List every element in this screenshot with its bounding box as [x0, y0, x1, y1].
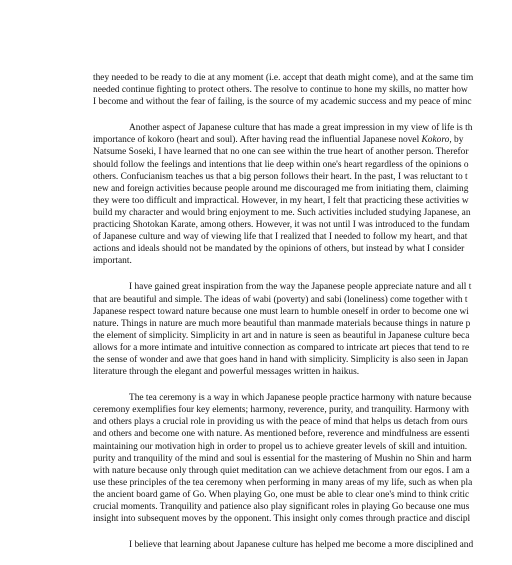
- text-line: Another aspect of Japanese culture that has made a great impression in my view of life is th: [129, 123, 473, 134]
- text-line: importance of kokoro (heart and soul). After having read the influential Japanese novel Kokoro, by: [93, 135, 464, 146]
- text-line: I become and without the fear of failing, is the source of my academic success and my peace of minc: [93, 97, 472, 108]
- paragraph-5: [93, 539, 512, 551]
- paragraph-2: [93, 122, 512, 267]
- text-line: ceremony exemplifies four key elements; harmony, reverence, purity, and tranquility. Harmony with: [93, 405, 469, 416]
- text-line: purity and tranquility of the mind and soul is essential for the mastering of Mushin no Shin and harm: [93, 453, 472, 464]
- text-line: use these principles of the tea ceremony when performing in many areas of my life, such as when pla: [93, 477, 473, 488]
- novel-title: Kokoro,: [421, 135, 452, 146]
- text-line: the ancient board game of Go. When playing Go, one must be able to clear one's mind to think critic: [93, 489, 470, 500]
- text-line: build my character and would bring enjoyment to me. Such activities included studying Japanese, an: [93, 207, 471, 218]
- text-line: Natsume Soseki, I have learned that no one can see within the true heart of another person. Therefor: [93, 147, 469, 158]
- paragraph-4: [93, 392, 512, 525]
- text-line: with nature because only through quiet meditation can we achieve detachment from our egos. I am a: [93, 465, 470, 476]
- text-line: Japanese respect toward nature because one must learn to humble oneself in order to become one wi: [93, 306, 469, 317]
- text-line: insight into subsequent moves by the opponent. This insight only comes through practice and discipl: [93, 514, 471, 525]
- paragraph-3: [93, 281, 512, 378]
- text-line: and others plays a crucial role in providing us with the peace of mind that helps us detach from ours: [93, 417, 468, 428]
- text-line: I have gained great inspiration from the way the Japanese people appreciate nature and all t: [129, 282, 472, 293]
- text-line: needed continue fighting to protect others. The resolve to continue to hone my skills, no matter how: [93, 85, 468, 96]
- text-line: others. Confucianism teaches us that a big person follows their heart. In the past, I was reluctant to t: [93, 171, 468, 182]
- text-line: important.: [93, 256, 132, 267]
- text-line: that are beautiful and simple. The ideas of wabi (poverty) and sabi (loneliness) come together with t: [93, 294, 468, 305]
- text-line: actions and ideals should not be mandated by the opinions of others, but instead by what I consider: [93, 244, 465, 255]
- text-line: should follow the feelings and intentions that lie deep within one's heart regardless of the opinions o: [93, 159, 469, 170]
- text-line: of Japanese culture and way of viewing life that I realized that I needed to follow my heart, and that: [93, 232, 468, 243]
- paragraph-1: [93, 72, 512, 108]
- text-line: I believe that learning about Japanese culture has helped me become a more disciplined and: [129, 540, 474, 551]
- text-line: nature. Things in nature are much more beautiful than manmade materials because things in nature p: [93, 318, 471, 329]
- text-line: allows for a more intimate and intuitive connection as compared to intricate art pieces that tend to re: [93, 342, 470, 353]
- document-page: [93, 72, 512, 565]
- text-line: The tea ceremony is a way in which Japanese people practice harmony with nature because: [129, 393, 472, 404]
- text-line: literature through the elegant and powerful messages written in haikus.: [93, 367, 360, 378]
- text-line: maintaining our motivation high in order to propel us to achieve greater levels of skill and intuition.: [93, 441, 468, 452]
- text-line: practicing Shotokan Karate, among others. However, it was not until I was introduced to the fundam: [93, 220, 470, 231]
- text-line: and others and become one with nature. As mentioned before, reverence and mindfulness are essenti: [93, 429, 470, 440]
- text-line: they were too difficult and impractical. However, in my heart, I felt that practicing these activities w: [93, 195, 469, 206]
- text-line: crucial moments. Tranquility and patience also play significant roles in playing Go because one mus: [93, 502, 470, 512]
- text-line: the sense of wonder and awe that goes hand in hand with simplicity. Simplicity is also seen in Japan: [93, 354, 469, 365]
- text-line: new and foreign activities because people around me discouraged me from initiating them, claiming: [93, 183, 469, 194]
- text-line: they needed to be ready to die at any moment (i.e. accept that death might come), and at the same tim: [93, 73, 474, 83]
- text-line: the element of simplicity. Simplicity in art and in nature is seen as beautiful in Japanese culture beca: [93, 330, 470, 341]
